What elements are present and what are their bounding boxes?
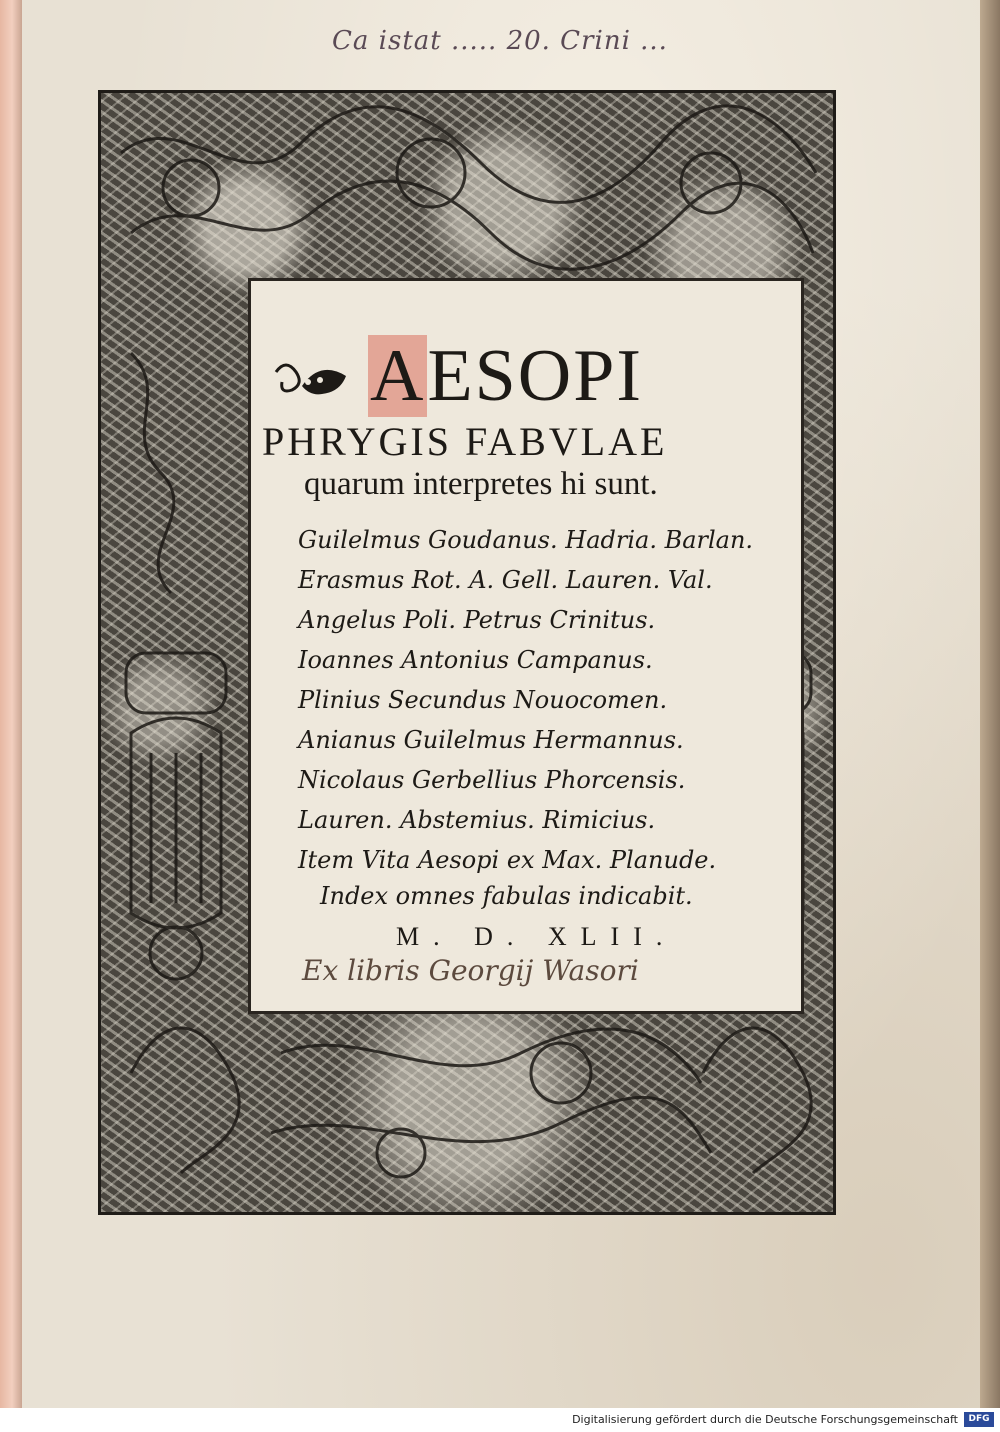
page-fore-edge bbox=[980, 0, 1000, 1408]
name-line: Anianus Guilelmus Hermannus. bbox=[298, 726, 684, 754]
name-line: Guilelmus Goudanus. Hadria. Barlan. bbox=[298, 526, 754, 554]
name-line: Item Vita Aesopi ex Max. Planude. bbox=[298, 846, 717, 874]
name-line: Angelus Poli. Petrus Crinitus. bbox=[298, 606, 656, 634]
fleuron-ornament-icon bbox=[268, 352, 358, 408]
digitization-footer bbox=[0, 1408, 1000, 1432]
name-line: Index omnes fabulas indicabit. bbox=[320, 882, 693, 910]
name-line: Ioannes Antonius Campanus. bbox=[298, 646, 653, 674]
dfg-logo: DFG bbox=[964, 1412, 994, 1427]
name-line: Erasmus Rot. A. Gell. Lauren. Val. bbox=[298, 566, 713, 594]
title-initial: A bbox=[370, 335, 426, 417]
subtitle: PHRYGIS FABVLAE bbox=[262, 419, 668, 464]
manuscript-shelf-note: Ca istat ..... 20. Crini ... bbox=[332, 26, 668, 56]
ex-libris-inscription: Ex libris Georgij Wasori bbox=[302, 954, 639, 987]
interpreters-heading: quarum interpretes hi sunt. bbox=[304, 466, 658, 502]
footer-credit: Digitalisierung gefördert durch die Deutsche Forschungsgemeinschaft bbox=[572, 1413, 958, 1426]
title-aesopi bbox=[368, 334, 643, 419]
name-line: Plinius Secundus Nouocomen. bbox=[298, 686, 668, 714]
name-line: Lauren. Abstemius. Rimicius. bbox=[298, 806, 656, 834]
title-rest: ESOPI bbox=[427, 335, 644, 417]
book-binding-edge bbox=[0, 0, 22, 1408]
name-line: Nicolaus Gerbellius Phorcensis. bbox=[298, 766, 686, 794]
publication-year: M. D. XLII. bbox=[396, 922, 677, 951]
